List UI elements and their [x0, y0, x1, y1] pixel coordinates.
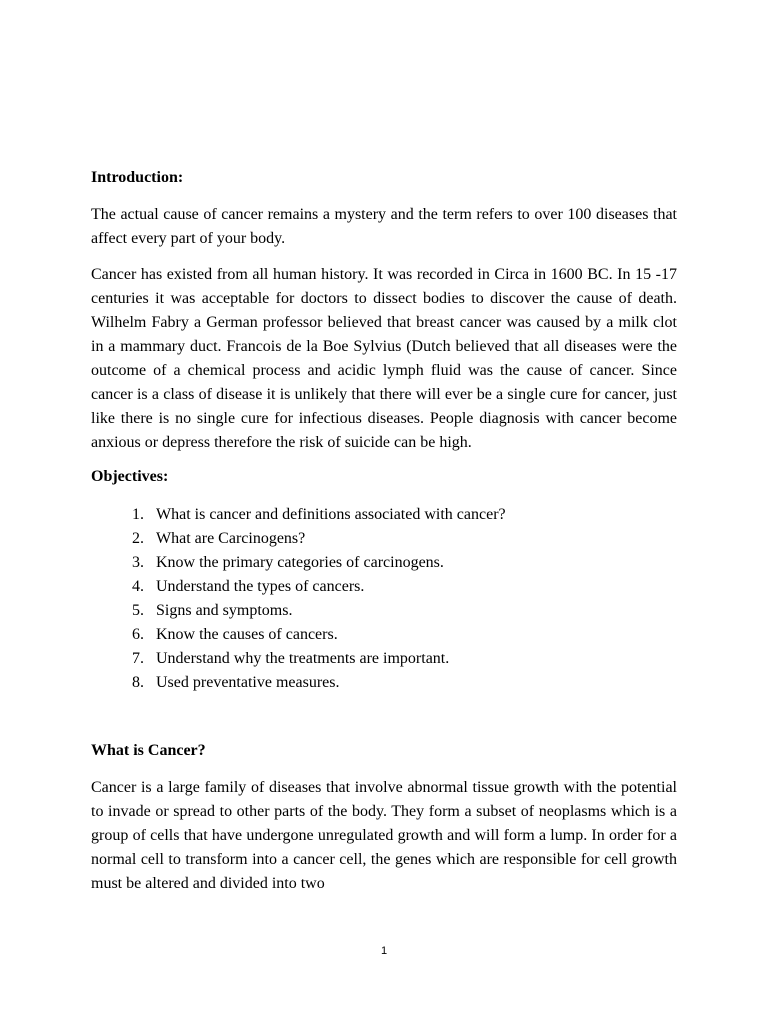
list-item-text: Understand the types of cancers.: [156, 578, 365, 595]
list-item: [91, 551, 677, 575]
list-item: [91, 527, 677, 551]
list-item: [91, 647, 677, 671]
list-item-text: Know the causes of cancers.: [156, 626, 338, 643]
introduction-heading: Introduction:: [91, 169, 184, 186]
list-item-number: 2.: [132, 530, 144, 547]
list-item: [91, 575, 677, 599]
list-item-number: 1.: [132, 506, 144, 523]
list-item-number: 7.: [132, 650, 144, 667]
list-item: [91, 503, 677, 527]
list-item: [91, 623, 677, 647]
list-item-text: Know the primary categories of carcinogens.: [156, 554, 444, 571]
list-item-text: What are Carcinogens?: [156, 530, 306, 547]
what-is-cancer-heading: What is Cancer?: [91, 742, 206, 759]
list-item-text: Understand why the treatments are important.: [156, 650, 450, 667]
list-item-number: 4.: [132, 578, 144, 595]
list-item-number: 3.: [132, 554, 144, 571]
list-item-number: 5.: [132, 602, 144, 619]
list-item-number: 8.: [132, 674, 144, 691]
objectives-heading: Objectives:: [91, 468, 169, 485]
what-is-cancer-paragraph: Cancer is a large family of diseases that involve abnormal tissue growth with the potential to invade or spread to other parts of the body. They form a subset of neoplasms which is a group of cells that have undergone unregulated growth and will form a lump. In order for a normal cell to transform into a cancer cell, the genes which are responsible for cell growth must be altered and divided into two: [91, 779, 677, 892]
introduction-paragraph-1: The actual cause of cancer remains a mystery and the term refers to over 100 diseases that affect every part of your body.: [91, 206, 677, 247]
list-item-text: What is cancer and definitions associated with cancer?: [156, 506, 506, 523]
list-item: [91, 671, 677, 695]
introduction-paragraph-2: Cancer has existed from all human history. It was recorded in Circa in 1600 BC. In 15 -17 centuries it was acceptable for doctors to dissect bodies to discover the cause of death. Wilhelm Fabry a German professor believed that breast cancer was caused by a milk clot in a mammary duct. Francois de la Boe Sylvius (Dutch believed that all diseases were the outcome of a chemical process and acidic lymph fluid was the cause of cancer. Since cancer is a class of disease it is unlikely that there will ever be a single cure for cancer, just like there is no single cure for infectious diseases. People diagnosis with cancer become anxious or depress therefore the risk of suicide can be high.: [91, 266, 677, 451]
page-number: 1: [380, 945, 388, 957]
objectives-list: [91, 503, 677, 695]
list-item-number: 6.: [132, 626, 144, 643]
list-item-text: Signs and symptoms.: [156, 602, 293, 619]
document-page: [91, 160, 677, 896]
list-item: [91, 599, 677, 623]
list-item-text: Used preventative measures.: [156, 674, 340, 691]
